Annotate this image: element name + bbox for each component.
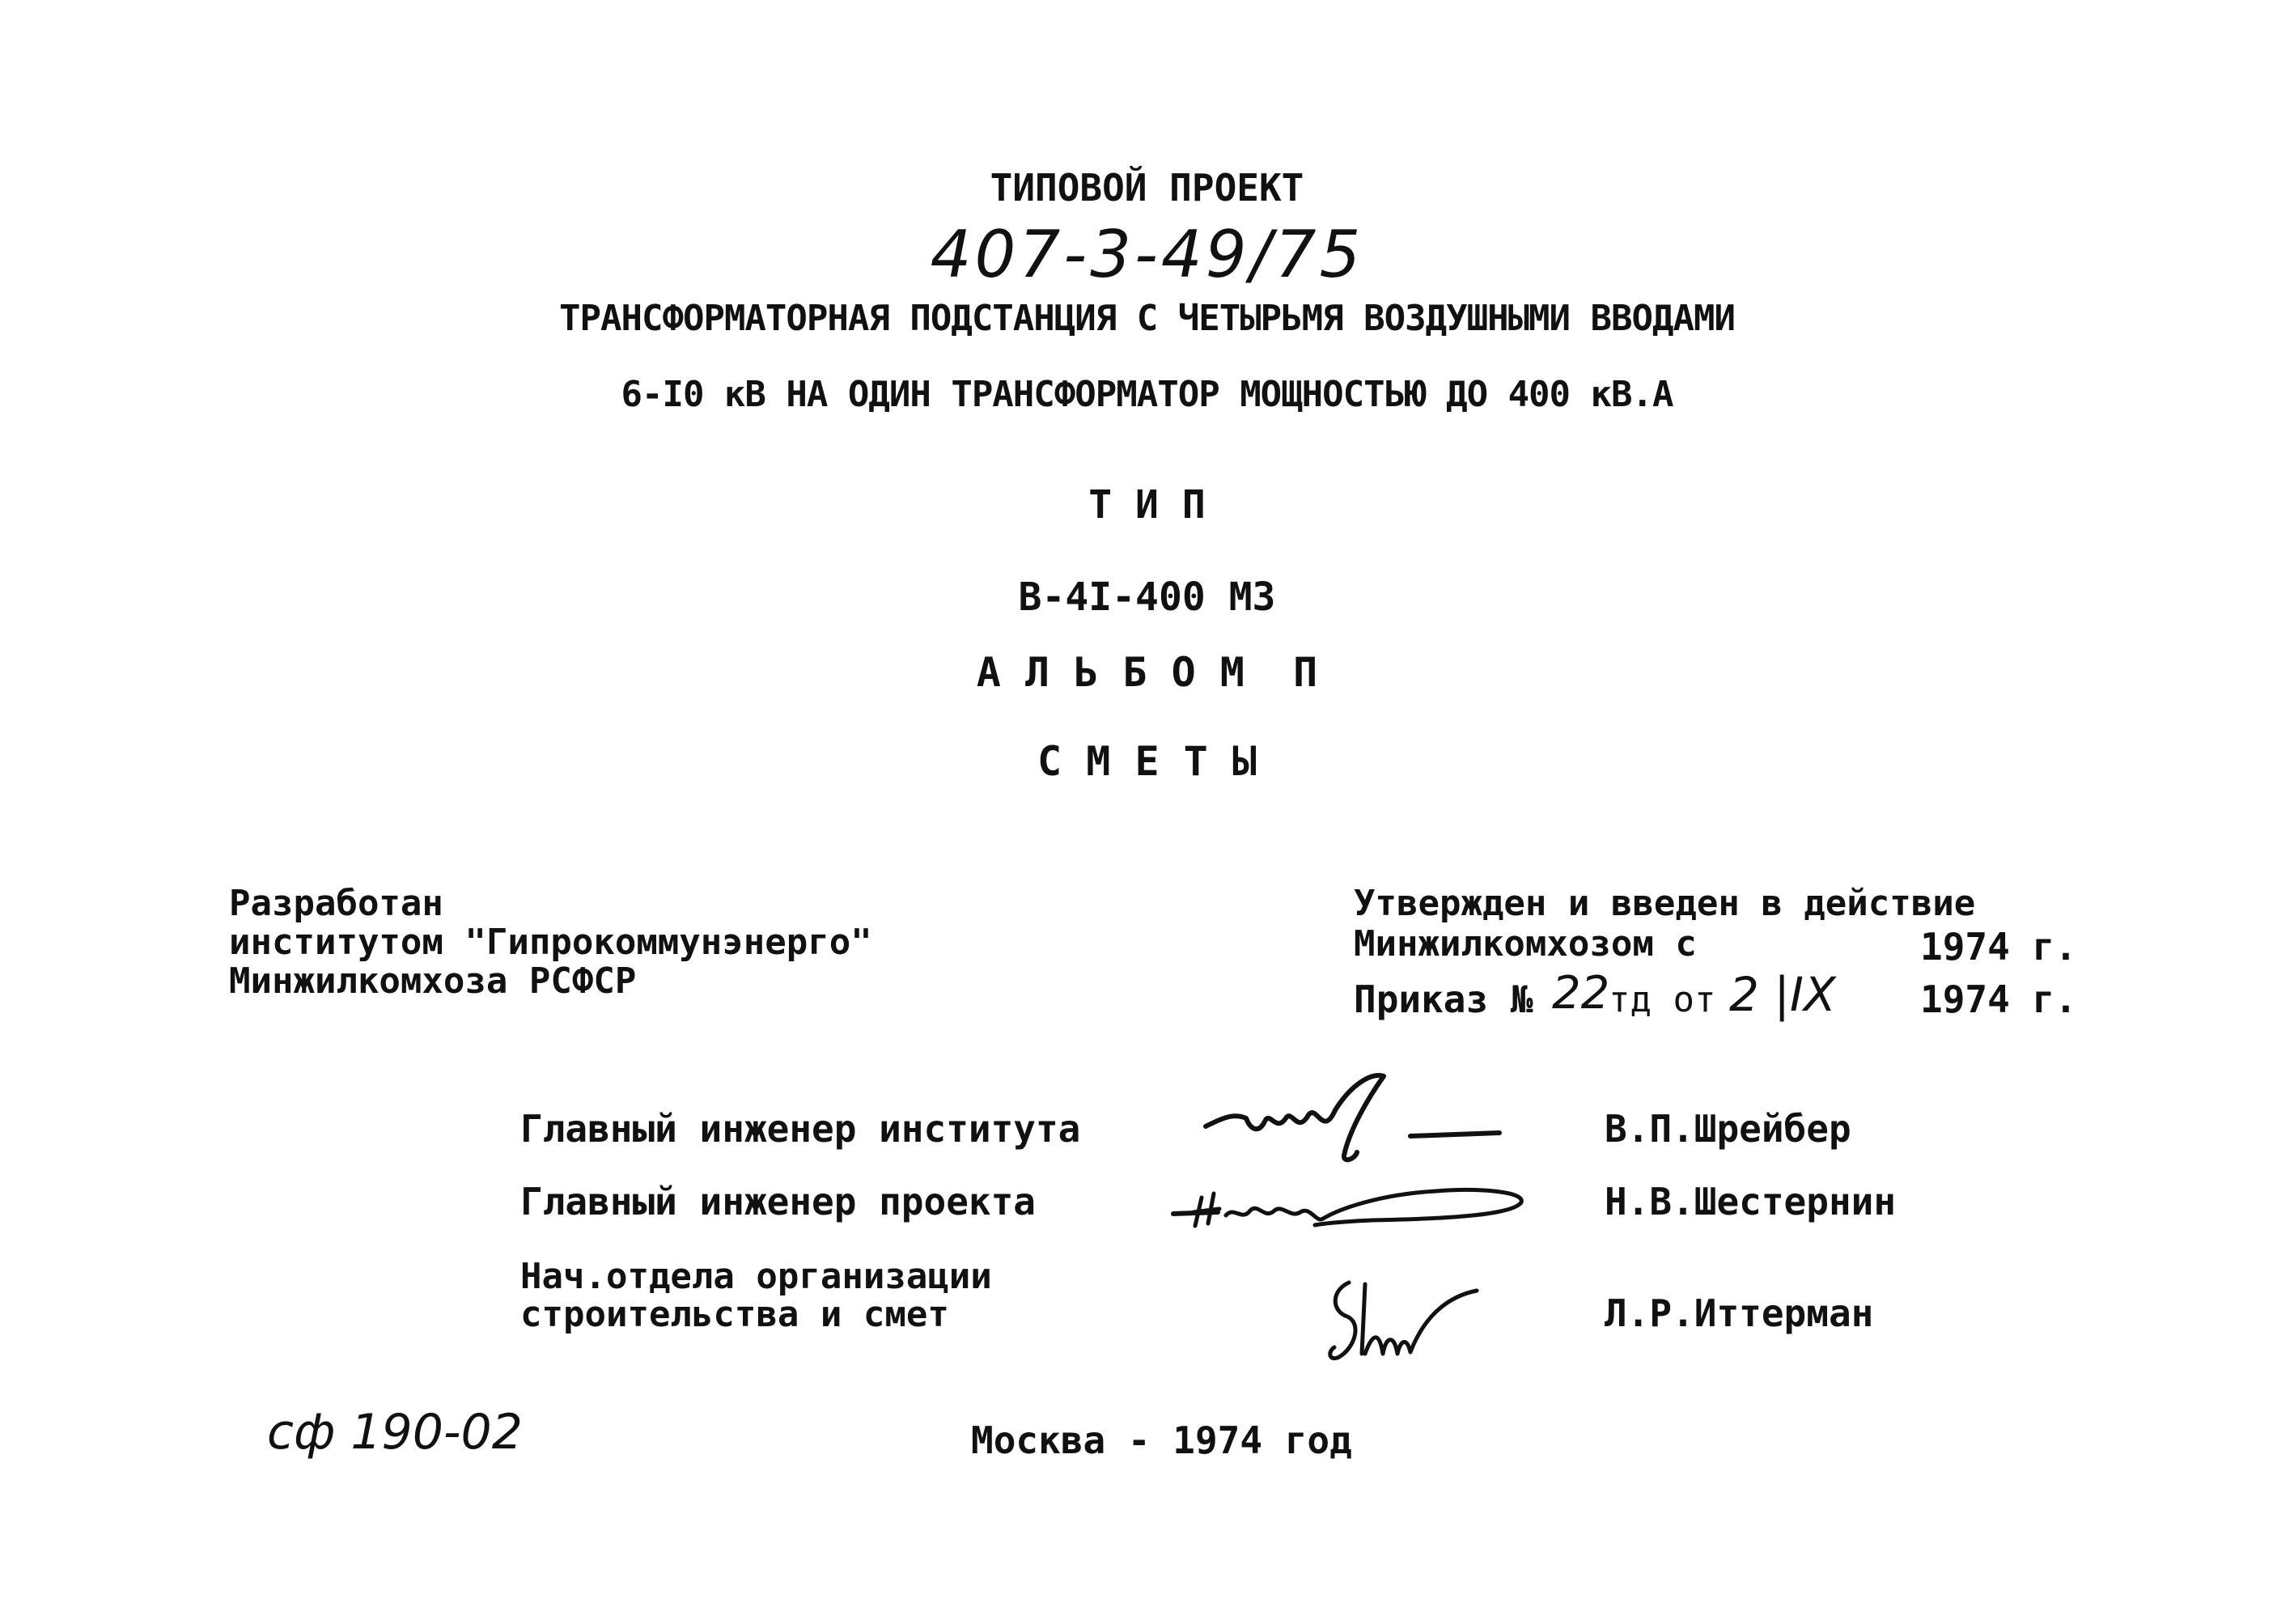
section-label: С М Е Т Ы: [1037, 738, 1257, 785]
developer-line-2: институтом "Гипрокоммунэнерго": [229, 922, 872, 963]
type-code: В-4I-400 МЗ: [1018, 575, 1276, 620]
title-line-1: ТРАНСФОРМАТОРНАЯ ПОДСТАНЦИЯ С ЧЕТЫРЬМЯ ВОЗДУШНЫМИ ВВОДАМИ: [559, 298, 1735, 339]
approval-line-1: Утвержден и введен в действие: [1354, 883, 1976, 924]
city-year: Москва - 1974 год: [971, 1418, 1352, 1462]
signatory-name-1: В.П.Шрейбер: [1605, 1107, 1851, 1151]
signatory-role-2: Главный инженер проекта: [520, 1180, 1036, 1223]
signatory-name-2: Н.В.Шестернин: [1605, 1180, 1897, 1223]
project-number: 407-3-49/75: [930, 217, 1364, 292]
signature-2: [1169, 1173, 1533, 1246]
album-label: А Л Ь Б О М П: [976, 649, 1318, 696]
order-prefix: Приказ №: [1354, 977, 1533, 1021]
archive-code: сф 190-02: [267, 1404, 523, 1461]
order-date: 2 |IX: [1729, 967, 1836, 1022]
signatory-role-3-line-2: строительства и смет: [520, 1294, 949, 1335]
developer-line-3: Минжилкомхоза РСФСР: [229, 960, 637, 1002]
signatory-role-1: Главный инженер института: [520, 1107, 1081, 1151]
type-label: Т И П: [1088, 482, 1206, 528]
signature-1: [1202, 1068, 1509, 1189]
order-year: 1974 г.: [1920, 977, 2077, 1021]
order-suffix: тд от: [1609, 979, 1716, 1020]
order-number: 22: [1552, 967, 1610, 1020]
title-line-2: 6-I0 кВ НА ОДИН ТРАНСФОРМАТОР МОЩНОСТЬЮ ДО 400 кВ.А: [621, 374, 1673, 415]
approval-line-2-text: Минжилкомхозом с: [1354, 923, 1697, 965]
developer-line-1: Разработан: [229, 883, 443, 924]
signature-3: [1323, 1266, 1485, 1372]
approval-line-2-year: 1974 г.: [1920, 925, 2077, 969]
signatory-name-3: Л.Р.Иттерман: [1605, 1291, 1874, 1335]
document-label: ТИПОВОЙ ПРОЕКТ: [990, 166, 1304, 210]
signatory-role-3-line-1: Нач.отдела организации: [520, 1256, 992, 1297]
